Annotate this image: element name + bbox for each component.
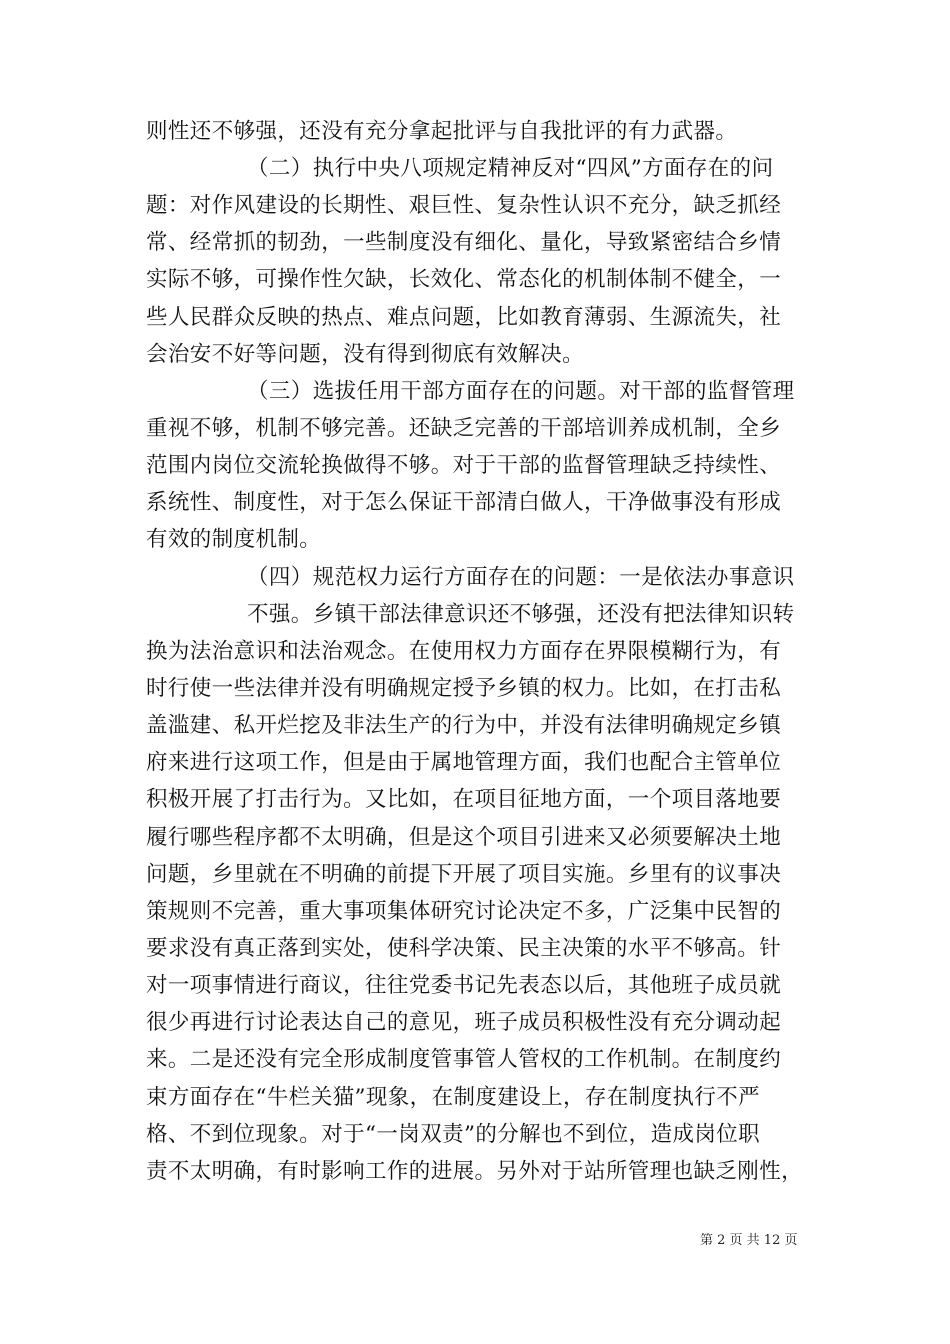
text-line: 重视不够，机制不够完善。还缺乏完善的干部培训养成机制，全乡: [146, 416, 782, 441]
text-line: 实际不够，可操作性欠缺，长效化、常态化的机制体制不健全，一: [146, 267, 782, 292]
page-number-footer: 第 2 页 共 12 页: [700, 1233, 798, 1248]
text-line: 很少再进行讨论表达自己的意见，班子成员积极性没有充分调动起: [146, 1010, 782, 1035]
text-line: 盖滥建、私开烂挖及非法生产的行为中，并没有法律明确规定乡镇: [146, 713, 782, 738]
text-line: 问题，乡里就在不明确的前提下开展了项目实施。乡里有的议事决: [146, 862, 782, 887]
text-line: 题：对作风建设的长期性、艰巨性、复杂性认识不充分，缺乏抓经: [146, 193, 782, 218]
text-line: 系统性、制度性，对于怎么保证干部清白做人，干净做事没有形成: [146, 490, 782, 515]
text-line: 府来进行这项工作，但是由于属地管理方面，我们也配合主管单位: [146, 750, 782, 775]
text-line: 来。二是还没有完全形成制度管事管人管权的工作机制。在制度约: [146, 1047, 782, 1072]
text-line: 责不太明确，有时影响工作的进展。另外对于站所管理也缺乏刚性，: [146, 1159, 804, 1184]
paragraph-heading-4: （四）规范权力运行方面存在的问题：一是依法办事意识: [247, 565, 795, 590]
paragraph-heading-2: （二）执行中央八项规定精神反对“四风”方面存在的问: [247, 156, 774, 181]
text-line: 束方面存在“牛栏关猫”现象，在制度建设上，存在制度执行不严: [146, 1085, 761, 1110]
paragraph-heading-3: （三）选拔任用干部方面存在的问题。对干部的监督管理: [247, 379, 795, 404]
text-line: 要求没有真正落到实处，使科学决策、民主决策的水平不够高。针: [146, 936, 782, 961]
text-line: 有效的制度机制。: [146, 527, 322, 552]
text-line: 策规则不完善，重大事项集体研究讨论决定不多，广泛集中民智的: [146, 899, 782, 924]
text-line: 会治安不好等问题，没有得到彻底有效解决。: [146, 342, 585, 367]
text-line: 则性还不够强，还没有充分拿起批评与自我批评的有力武器。: [146, 119, 738, 144]
text-line: 换为法治意识和法治观念。在使用权力方面存在界限模糊行为，有: [146, 639, 782, 664]
text-line: 履行哪些程序都不太明确，但是这个项目引进来又必须要解决土地: [146, 825, 782, 850]
text-line: 对一项事情进行商议，往往党委书记先表态以后，其他班子成员就: [146, 973, 782, 998]
text-line: 范围内岗位交流轮换做得不够。对于干部的监督管理缺乏持续性、: [146, 453, 782, 478]
text-line: 积极开展了打击行为。又比如，在项目征地方面，一个项目落地要: [146, 787, 782, 812]
text-line: 时行使一些法律并没有明确规定授予乡镇的权力。比如，在打击私: [146, 676, 782, 701]
text-line: 不强。乡镇干部法律意识还不够强，还没有把法律知识转: [247, 602, 795, 627]
text-line: 格、不到位现象。对于“一岗双责”的分解也不到位，造成岗位职: [146, 1122, 761, 1147]
text-line: 些人民群众反映的热点、难点问题，比如教育薄弱、生源流失，社: [146, 305, 782, 330]
text-line: 常、经常抓的韧劲，一些制度没有细化、量化，导致紧密结合乡情: [146, 230, 782, 255]
